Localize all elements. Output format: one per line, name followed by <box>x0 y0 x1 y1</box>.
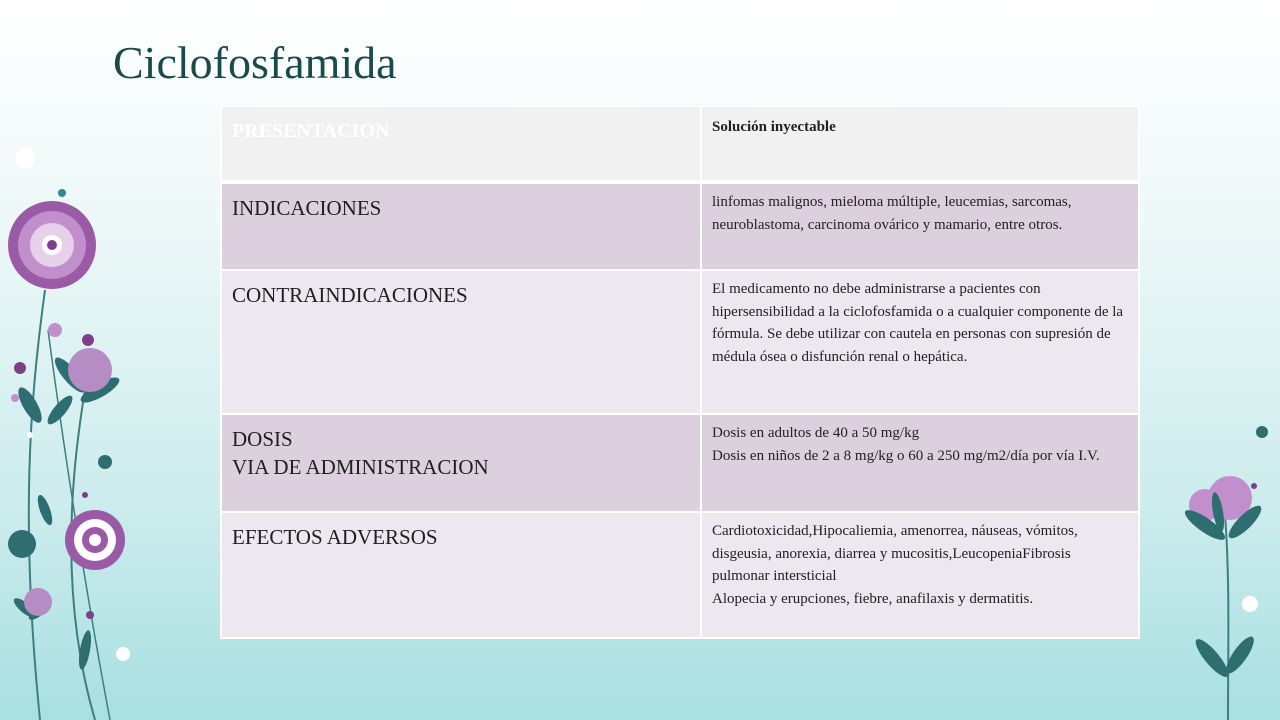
value-line: Alopecia y erupciones, fiebre, anafilaxis y dermatitis. <box>712 590 1034 607</box>
row-value <box>701 106 1139 182</box>
row-value <box>701 270 1139 414</box>
value-line: Dosis en adultos de 40 a 50 mg/kg <box>712 425 920 441</box>
value-line: Dosis en niños de 2 a 8 mg/kg o 60 a 250 mg/m2/día por vía I.V. <box>712 447 1100 464</box>
row-value <box>701 414 1139 512</box>
label-line: PRESENTACION <box>232 120 390 142</box>
row-label <box>221 106 701 182</box>
label-line: EFECTOS ADVERSOS <box>232 525 438 549</box>
table-row-efectos-adversos <box>221 512 1139 638</box>
row-label <box>221 512 701 638</box>
table-row-contraindicaciones <box>221 270 1139 414</box>
table-row-dosis <box>221 414 1139 512</box>
drug-info-table <box>220 105 1140 639</box>
label-line: DOSIS <box>232 427 293 451</box>
value-line: Cardiotoxicidad,Hipocaliemia, amenorrea, náuseas, vómitos, disgeusia, anorexia, diarrea y mucositis,LeucopeniaFibrosis pulmonar intersticial <box>712 523 1078 584</box>
label-line: CONTRAINDICACIONES <box>232 283 468 307</box>
row-value <box>701 182 1139 270</box>
value-line: El medicamento no debe administrarse a pacientes con hipersensibilidad a la ciclofosfamida o a cualquier componente de la fórmula. Se debe utilizar con cautela en personas con supresión de médula ósea o disfunción renal o hepática. <box>712 281 1124 365</box>
value-line: linfomas malignos, mieloma múltiple, leucemias, sarcomas, neuroblastoma, carcinoma ovárico y mamario, entre otros. <box>712 194 1072 233</box>
row-label <box>221 182 701 270</box>
row-value <box>701 512 1139 638</box>
row-label <box>221 270 701 414</box>
slide-title: Ciclofosfamida <box>113 37 397 88</box>
row-label <box>221 414 701 512</box>
table-row-indicaciones <box>221 182 1139 270</box>
value-line: Solución inyectable <box>712 119 836 135</box>
table-row-presentacion <box>221 106 1139 182</box>
label-line: VIA DE ADMINISTRACION <box>232 455 489 479</box>
label-line: INDICACIONES <box>232 196 382 220</box>
